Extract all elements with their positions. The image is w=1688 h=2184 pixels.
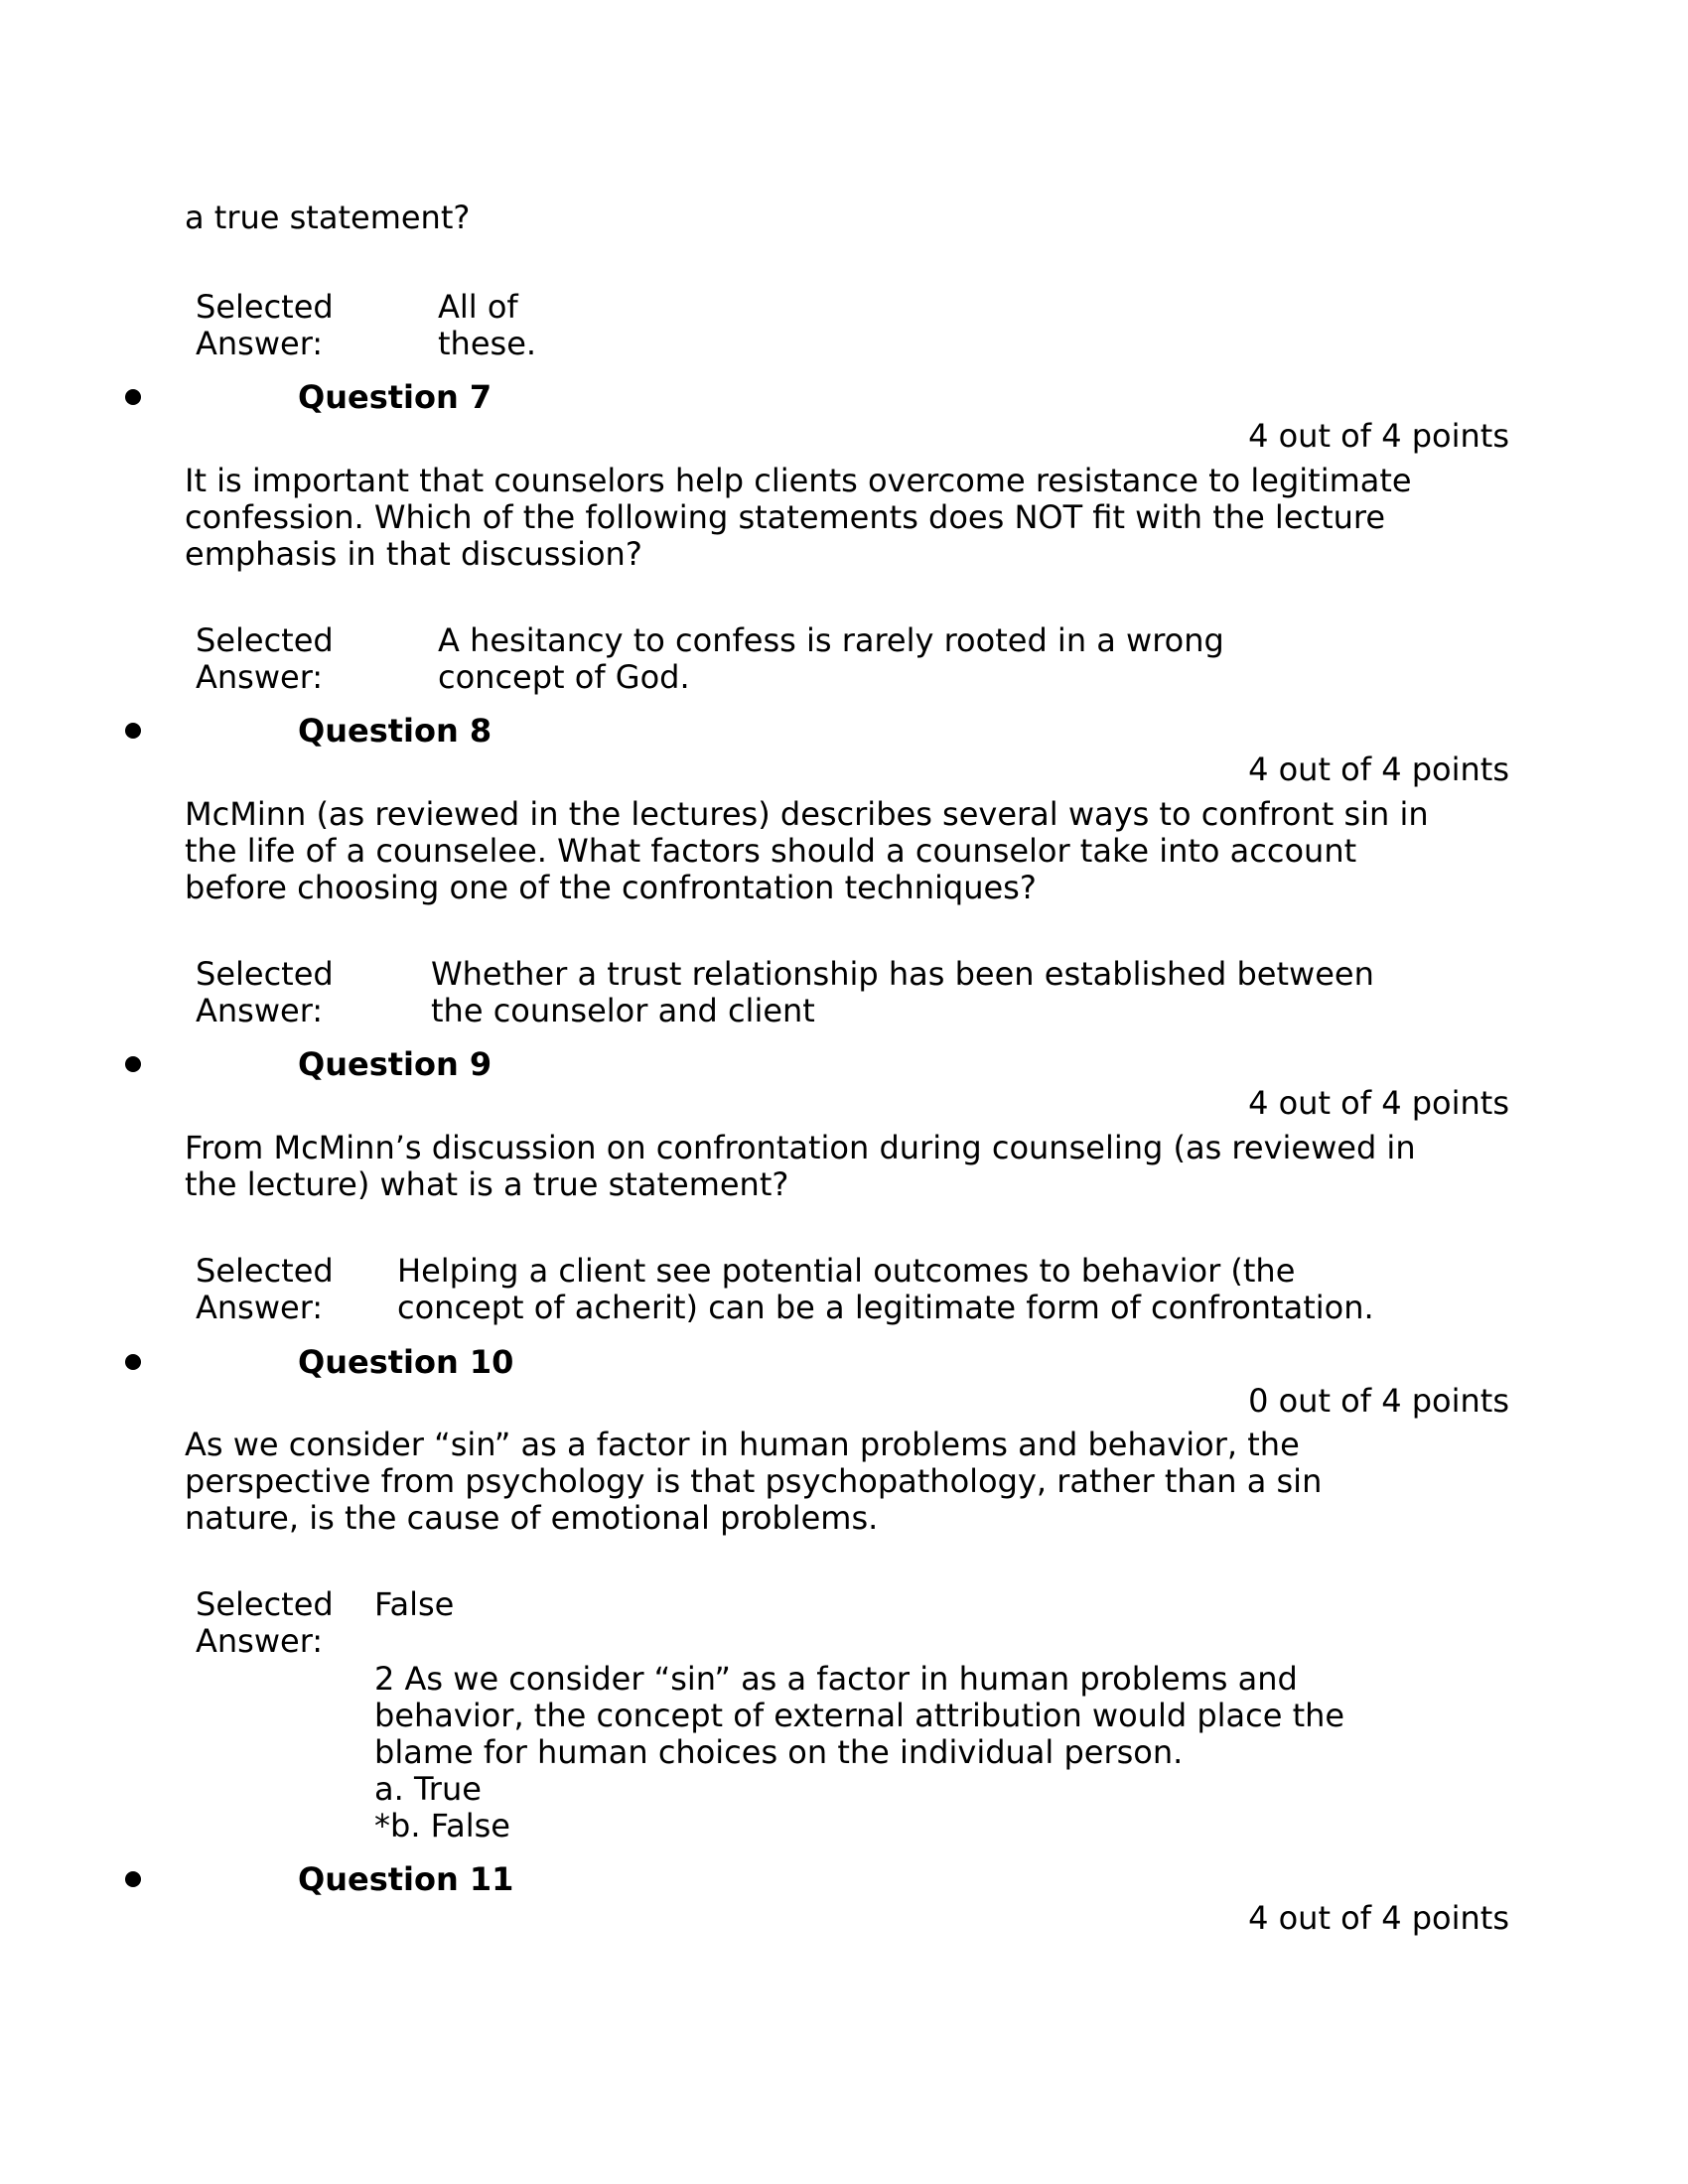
points-score: 4 out of 4 points (1248, 751, 1509, 788)
selected-answer-label: Selected Answer: (196, 1585, 334, 1660)
points-score: 4 out of 4 points (1248, 417, 1509, 455)
selected-answer: False (374, 1585, 455, 1623)
bullet-icon (125, 1056, 141, 1072)
selected-answer: A hesitancy to confess is rarely rooted in a wrong concept of God. (438, 621, 1224, 696)
question-text: McMinn (as reviewed in the lectures) describes several ways to confront sin in the life of a counselee. What factors should a counselor take into account before choosing one of the confrontation techniques? (185, 795, 1429, 906)
question-title: Question 10 (298, 1343, 514, 1381)
question-title: Question 9 (298, 1045, 492, 1083)
bullet-icon (125, 389, 141, 405)
question-text: It is important that counselors help clients overcome resistance to legitimate confession. Which of the following statements does NOT fit with the lecture emphasis in that discussion? (185, 462, 1412, 573)
question-text: a true statement? (185, 199, 471, 236)
selected-answer-label: Selected Answer: (196, 1252, 334, 1326)
points-score: 4 out of 4 points (1248, 1084, 1509, 1122)
bullet-icon (125, 1871, 141, 1887)
bullet-icon (125, 723, 141, 739)
selected-answer-label: Selected Answer: (196, 621, 334, 696)
bullet-icon (125, 1354, 141, 1370)
question-title: Question 8 (298, 712, 492, 750)
question-title: Question 7 (298, 378, 492, 416)
selected-answer-label: Selected Answer: (196, 955, 334, 1029)
points-score: 4 out of 4 points (1248, 1899, 1509, 1937)
question-title: Question 11 (298, 1860, 514, 1898)
points-score: 0 out of 4 points (1248, 1382, 1509, 1420)
selected-answer-label: Selected Answer: (196, 288, 334, 362)
selected-answer: Whether a trust relationship has been established between the counselor and client (431, 955, 1374, 1029)
selected-answer: All of these. (438, 288, 537, 362)
question-text: From McMinn’s discussion on confrontation during counseling (as reviewed in the lecture) what is a true statement? (185, 1129, 1416, 1203)
question-text: As we consider “sin” as a factor in human problems and behavior, the perspective from psychology is that psychopathology, rather than a sin nature, is the cause of emotional problems. (185, 1426, 1323, 1537)
answer-note: 2 As we consider “sin” as a factor in human problems and behavior, the concept of external attribution would place the blame for human choices on the individual person. a. True *b. False (374, 1660, 1345, 1844)
selected-answer: Helping a client see potential outcomes to behavior (the concept of acherit) can be a legitimate form of confrontation. (397, 1252, 1374, 1326)
